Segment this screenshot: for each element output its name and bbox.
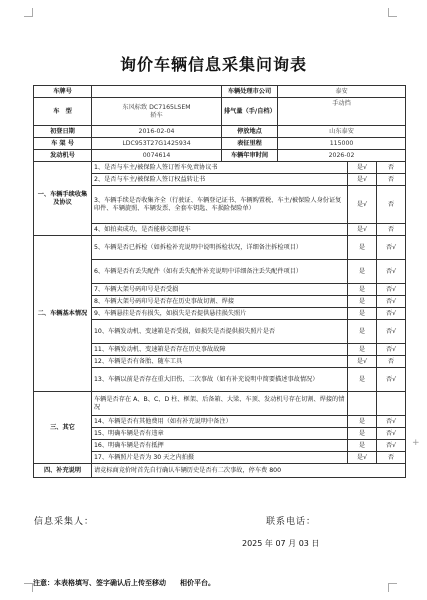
answer-yes[interactable]: 是√	[348, 174, 377, 186]
answer-yes[interactable]: 是√	[348, 162, 377, 174]
supplement-row	[34, 464, 406, 478]
page-corner-mark	[388, 8, 397, 17]
answer-yes[interactable]: 是	[348, 428, 377, 440]
plus-icon[interactable]: +	[412, 438, 420, 448]
answer-yes[interactable]: 是	[348, 416, 377, 428]
page-title: 询价车辆信息采集问询表	[119, 55, 307, 74]
answer-yes[interactable]: 是	[348, 260, 377, 284]
question-text: 12、车辆是否有备胎、随车工具	[92, 356, 348, 368]
question-text: 9、车辆悬挂是否有损失，如损失是否提供悬挂损失照片	[92, 308, 348, 320]
transmission-label: 排气量（手/自档）	[222, 98, 278, 126]
answer-yes[interactable]: 是	[348, 308, 377, 320]
question-text: 车辆是否存在 A、B、C、D 柱、框架、后备箱、大梁、车顶、发动机号存在切割、焊接的情况	[92, 392, 348, 416]
model-value[interactable]	[92, 98, 222, 126]
answer-no[interactable]: 否	[377, 162, 406, 174]
model-value-line-1: 东风标致 DC7165LSEM	[122, 103, 191, 111]
row-engine	[34, 150, 406, 162]
group-label-vehicle-condition: 二、车辆基本情况	[34, 236, 92, 392]
vin-label: 车 架 号	[34, 138, 92, 150]
plate-value[interactable]	[92, 86, 222, 98]
question-text: 17、车辆照片是否为 30 天之内拍摄	[92, 452, 348, 464]
vin-value[interactable]: LDC953T27G1425934	[92, 138, 222, 150]
answer-no[interactable]: 否	[377, 452, 406, 464]
transmission-value[interactable]: 手动挡	[278, 98, 406, 126]
row-vin	[34, 138, 406, 150]
question-text: 14、车辆是否有其他费用（如有补充说明中备注）	[92, 416, 348, 428]
question-text: 13、车辆以前是否存在重大旧伤、二次事故（如有补充说明中简要描述事故情况）	[92, 368, 348, 392]
answer-yes[interactable]: 是	[348, 440, 377, 452]
answer-no[interactable]: 否	[377, 174, 406, 186]
question-text: 16、明确车辆是否有抵押	[92, 440, 348, 452]
supplement-label: 四、补充说明	[34, 464, 92, 478]
model-value-line-2: 轿车	[150, 111, 163, 119]
answer-no[interactable]: 否	[377, 186, 406, 224]
registration-date-label: 初登日期	[34, 126, 92, 138]
city-value[interactable]: 泰安	[278, 86, 406, 98]
inquiry-form-table	[33, 85, 406, 478]
answer-no[interactable]: 否√	[377, 260, 406, 284]
answer-yes[interactable]: 是	[348, 284, 377, 296]
question-text: 8、车辆大架号码印号是否存在历史事故切割、焊接	[92, 296, 348, 308]
phone-label: 联系电话：	[266, 517, 317, 527]
question-row	[34, 162, 406, 174]
group-label-procedures: 一、车辆手续收集及协议	[34, 162, 92, 236]
model-label: 车 型	[34, 98, 92, 126]
city-label: 车辆处理市公司	[222, 86, 278, 98]
question-text: 4、如拍卖成功，是否能移交即提车	[92, 224, 348, 236]
answer-yes[interactable]: 是	[348, 296, 377, 308]
answer-yes[interactable]: 是	[348, 320, 377, 344]
registration-date-value[interactable]: 2016-02-04	[92, 126, 222, 138]
page-corner-mark	[388, 583, 397, 592]
answer-no[interactable]: 否√	[377, 236, 406, 260]
answer-yes[interactable]: 是√	[348, 186, 377, 224]
page-corner-mark	[24, 8, 33, 17]
footer-note: 注意：本表格填写、签字确认后上传至移动 相价平台。	[33, 579, 215, 587]
question-text: 1、是否与车主/被保险人签订暂车免责协议书	[92, 162, 348, 174]
row-plate	[34, 86, 406, 98]
signature-date: 2025 年 07 月 03 日	[242, 539, 320, 548]
answer-yes[interactable]: 是	[348, 368, 377, 392]
answer-no[interactable]: 否√	[377, 320, 406, 344]
answer-yes[interactable]: 是√	[348, 452, 377, 464]
parking-location-label: 停放地点	[222, 126, 278, 138]
engine-number-value[interactable]: 0074614	[92, 150, 222, 162]
odometer-label: 表征里程	[222, 138, 278, 150]
odometer-value[interactable]: 115000	[278, 138, 406, 150]
answer-no[interactable]: 否	[377, 356, 406, 368]
question-text: 3、车辆手续是否收集齐全（行驶证、车辆登记证书、车辆购置税、车主/被保险人身份证复印件、车辆旋照、车辆发票、全套车钥匙、车损险保险单）	[92, 186, 348, 224]
answer-yes[interactable]: 是	[348, 236, 377, 260]
engine-number-label: 发动机号	[34, 150, 92, 162]
answer-no[interactable]: 否	[377, 224, 406, 236]
answer-yes[interactable]: 是	[348, 344, 377, 356]
question-text: 11、车辆发动机、变速箱是否存在历史事故故障	[92, 344, 348, 356]
inspection-date-label: 车辆年审时间	[222, 150, 278, 162]
supplement-text[interactable]: 请竞标商竞价时首先自行确认车辆历史是否有二次事故，停车费 800	[92, 464, 406, 478]
answer-no[interactable]: 否√	[377, 440, 406, 452]
answer-no[interactable]: 否√	[377, 344, 406, 356]
answer-no[interactable]: 否√	[377, 308, 406, 320]
answer-no[interactable]: 否√	[377, 284, 406, 296]
question-row	[34, 392, 406, 416]
answer-no[interactable]: 否√	[377, 368, 406, 392]
group-label-other: 三、其它	[34, 392, 92, 464]
question-text: 7、车辆大架号码印号是否受损	[92, 284, 348, 296]
question-text: 5、车辆是否已拆检（如拆检补充说明中说明拆检状况，详细备注拆检项目）	[92, 236, 348, 260]
inspection-date-value[interactable]: 2026-02	[278, 150, 406, 162]
question-text: 2、是否与车主/被保险人签订权益转让书	[92, 174, 348, 186]
answer-yes[interactable]: 是√	[348, 224, 377, 236]
row-registration	[34, 126, 406, 138]
plate-label: 车牌号	[34, 86, 92, 98]
question-text: 10、车辆发动机、变速箱是否受损，如损失是否提供损失照片是否	[92, 320, 348, 344]
answer-no[interactable]	[377, 392, 406, 416]
answer-yes[interactable]: 是√	[348, 356, 377, 368]
question-text: 6、车辆是否有丢失配件（如有丢失配件补充说明中详细备注丢失配件项目）	[92, 260, 348, 284]
page-corner-mark	[24, 583, 33, 592]
question-row	[34, 236, 406, 260]
row-model	[34, 98, 406, 126]
question-text: 15、明确车辆是否有违章	[92, 428, 348, 440]
parking-location-value[interactable]: 山东泰安	[278, 126, 406, 138]
answer-no[interactable]: 否√	[377, 428, 406, 440]
answer-no[interactable]: 否√	[377, 296, 406, 308]
answer-no[interactable]: 否√	[377, 416, 406, 428]
collector-label: 信息采集人：	[34, 517, 95, 527]
answer-yes[interactable]	[348, 392, 377, 416]
